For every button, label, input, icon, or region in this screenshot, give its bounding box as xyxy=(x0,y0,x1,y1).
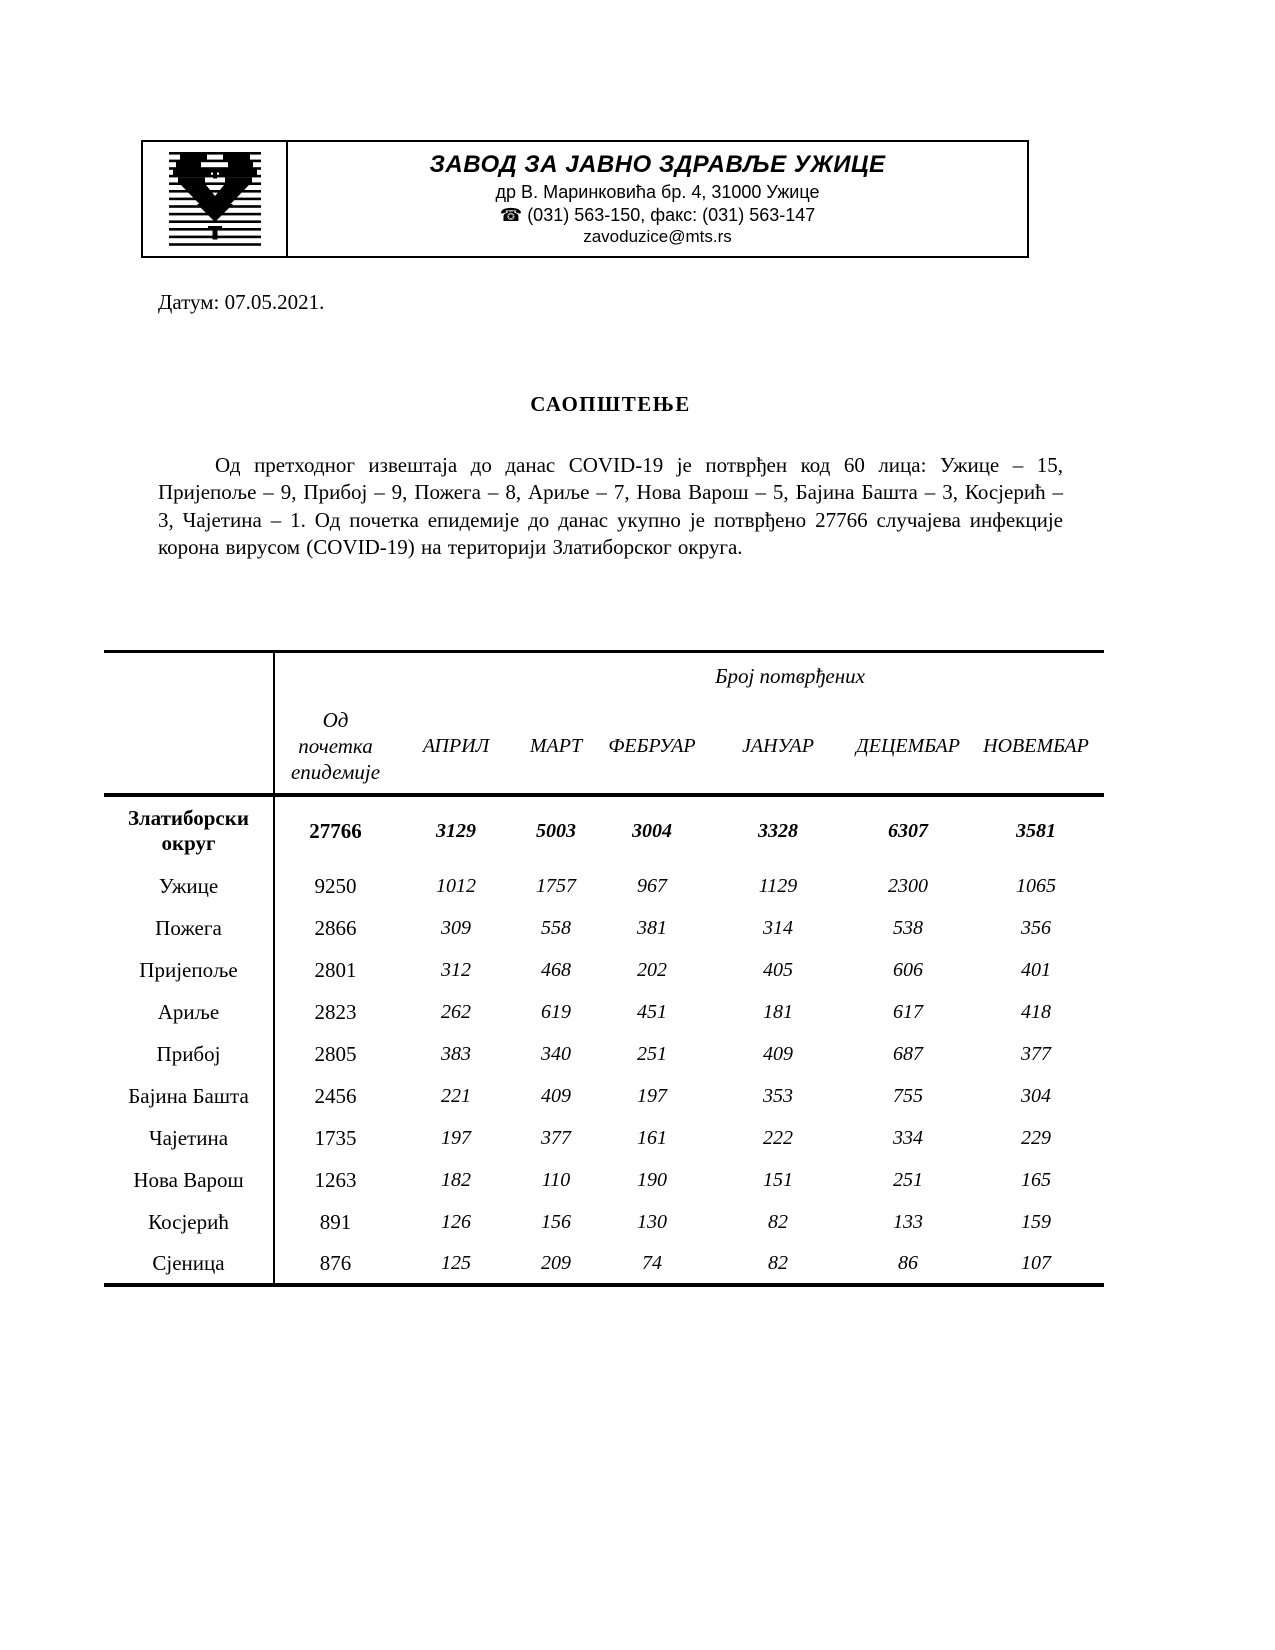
month-header-januar: ЈАНУАР xyxy=(708,699,848,795)
total-since-start-cell: 2866 xyxy=(314,915,357,940)
month-value-cell: 74 xyxy=(596,1243,708,1285)
month-value-cell: 125 xyxy=(396,1243,516,1285)
month-value-cell: 229 xyxy=(1021,1126,1051,1149)
table-group-header-row xyxy=(104,652,1104,700)
month-value-cell: 377 xyxy=(1021,1042,1051,1065)
month-value-cell: 314 xyxy=(763,916,793,939)
covid-table xyxy=(104,650,1104,1287)
month-value-cell: 3004 xyxy=(632,819,672,842)
month-value-cell: 86 xyxy=(848,1243,968,1285)
org-address: др В. Маринковића бр. 4, 31000 Ужице xyxy=(495,182,820,203)
epidemic-start-header: Од почетка епидемије xyxy=(274,699,396,795)
month-header-april: АПРИЛ xyxy=(396,699,516,795)
month-value-cell: 197 xyxy=(441,1126,471,1149)
month-value-cell: 619 xyxy=(541,1000,571,1023)
month-value-cell: 3328 xyxy=(758,819,798,842)
month-value-cell: 340 xyxy=(541,1042,571,1065)
month-value-cell: 377 xyxy=(541,1126,571,1149)
month-value-cell: 5003 xyxy=(536,819,576,842)
region-name-cell: Нова Варош xyxy=(104,1159,274,1201)
month-value-cell: 967 xyxy=(637,874,667,897)
month-value-cell: 82 xyxy=(768,1210,788,1233)
logo-cell xyxy=(143,142,288,256)
total-since-start-cell: 2801 xyxy=(314,957,357,982)
total-since-start-cell: 876 xyxy=(274,1243,396,1285)
org-name: ЗАВОД ЗА ЈАВНО ЗДРАВЉЕ УЖИЦЕ xyxy=(429,151,886,179)
month-value-cell: 159 xyxy=(1021,1210,1051,1233)
total-since-start-cell: 891 xyxy=(319,1209,352,1234)
table-row xyxy=(104,907,1104,949)
month-value-cell: 405 xyxy=(763,958,793,981)
group-header-cell: Број потврђених xyxy=(715,663,865,688)
table-body xyxy=(104,795,1104,1285)
month-value-cell: 262 xyxy=(441,1000,471,1023)
month-value-cell: 617 xyxy=(893,1000,923,1023)
region-name-cell: Бајина Башта xyxy=(104,1075,274,1117)
month-value-cell: 312 xyxy=(441,958,471,981)
letterhead-text xyxy=(288,142,1027,256)
month-value-cell: 161 xyxy=(637,1126,667,1149)
month-value-cell: 383 xyxy=(441,1042,471,1065)
region-name-cell: Пожега xyxy=(104,907,274,949)
month-value-cell: 451 xyxy=(637,1000,667,1023)
month-value-cell: 755 xyxy=(893,1084,923,1107)
month-value-cell: 107 xyxy=(968,1243,1104,1285)
total-since-start-cell: 9250 xyxy=(314,873,357,898)
month-value-cell: 538 xyxy=(893,916,923,939)
month-value-cell: 558 xyxy=(541,916,571,939)
table-row xyxy=(104,1033,1104,1075)
doc-title: САОПШТЕЊЕ xyxy=(530,392,691,416)
month-value-cell: 221 xyxy=(441,1084,471,1107)
month-value-cell: 251 xyxy=(637,1042,667,1065)
month-value-cell: 304 xyxy=(1021,1084,1051,1107)
body-paragraph: Од претходног извештаја до данас COVID-19 је потврђен код 60 лица: Ужице – 15, Пријепоље – 9, Прибој – 9, Пожега – 8, Ариље – 7, Нова Варош – 5, Бајина Башта – 3, Косјерић – 3, Чајетина – 1. Од почетка епидемије до данас укупно је потврђено 27766 случајева инфекције корона вирусом (COVID-19) на територији Златиборског округа. xyxy=(158,453,1063,560)
table-column-header-row xyxy=(104,699,1104,795)
table-row xyxy=(104,1117,1104,1159)
corner-cell xyxy=(104,699,274,795)
corner-cell xyxy=(104,652,274,700)
org-email: zavoduzice@mts.rs xyxy=(583,226,732,246)
month-value-cell: 356 xyxy=(1021,916,1051,939)
month-value-cell: 222 xyxy=(763,1126,793,1149)
table-row xyxy=(104,795,1104,865)
month-value-cell: 133 xyxy=(893,1210,923,1233)
phone-icon: ☎ xyxy=(499,204,523,225)
month-value-cell: 381 xyxy=(637,916,667,939)
month-value-cell: 197 xyxy=(637,1084,667,1107)
month-value-cell: 1012 xyxy=(436,874,476,897)
month-value-cell: 2300 xyxy=(888,874,928,897)
month-value-cell: 82 xyxy=(708,1243,848,1285)
table-row xyxy=(104,1075,1104,1117)
month-value-cell: 687 xyxy=(893,1042,923,1065)
total-since-start-cell: 2456 xyxy=(314,1083,357,1108)
month-value-cell: 126 xyxy=(441,1210,471,1233)
table-row xyxy=(104,949,1104,991)
letterhead-box xyxy=(141,140,1029,258)
month-value-cell: 181 xyxy=(763,1000,793,1023)
total-since-start-cell: 2823 xyxy=(314,999,357,1024)
month-value-cell: 156 xyxy=(541,1210,571,1233)
month-value-cell: 182 xyxy=(441,1168,471,1191)
month-value-cell: 468 xyxy=(541,958,571,981)
month-value-cell: 418 xyxy=(1021,1000,1051,1023)
month-header-decembar: ДЕЦЕМБАР xyxy=(848,699,968,795)
date-line: Датум: 07.05.2021. xyxy=(158,290,325,314)
region-name-cell: Ариље xyxy=(104,991,274,1033)
month-value-cell: 130 xyxy=(637,1210,667,1233)
month-value-cell: 190 xyxy=(637,1168,667,1191)
month-header-mart: МАРТ xyxy=(516,699,596,795)
phone-number: (031) 563-150, факс: (031) 563-147 xyxy=(527,204,816,225)
month-value-cell: 309 xyxy=(441,916,471,939)
table-row xyxy=(104,1159,1104,1201)
total-since-start-cell: 1263 xyxy=(314,1167,357,1192)
month-value-cell: 334 xyxy=(893,1126,923,1149)
region-name-cell: Сјеница xyxy=(104,1243,274,1285)
table-row xyxy=(104,1243,1104,1285)
total-since-start-cell: 27766 xyxy=(309,818,362,843)
month-value-cell: 1757 xyxy=(536,874,576,897)
month-value-cell: 151 xyxy=(763,1168,793,1191)
table-row xyxy=(104,1201,1104,1243)
month-value-cell: 409 xyxy=(763,1042,793,1065)
region-name-cell: Косјерић xyxy=(104,1201,274,1243)
region-name-cell: Чајетина xyxy=(104,1117,274,1159)
month-value-cell: 401 xyxy=(1021,958,1051,981)
month-value-cell: 606 xyxy=(893,958,923,981)
region-name-cell: Пријепоље xyxy=(104,949,274,991)
month-header-novembar: НОВЕМБАР xyxy=(968,699,1104,795)
org-phone-line xyxy=(288,205,1027,226)
month-value-cell: 353 xyxy=(763,1084,793,1107)
table-row xyxy=(104,991,1104,1033)
table-row xyxy=(104,865,1104,907)
month-value-cell: 110 xyxy=(541,1168,571,1191)
institute-logo xyxy=(167,152,263,246)
month-value-cell: 202 xyxy=(637,958,667,981)
month-header-februar: ФЕБРУАР xyxy=(596,699,708,795)
month-value-cell: 3581 xyxy=(1016,819,1056,842)
month-value-cell: 409 xyxy=(541,1084,571,1107)
total-since-start-cell: 1735 xyxy=(314,1125,357,1150)
spacer-cell xyxy=(274,652,396,700)
month-value-cell: 165 xyxy=(1021,1168,1051,1191)
total-since-start-cell: 2805 xyxy=(314,1041,357,1066)
region-name-cell: Прибој xyxy=(104,1033,274,1075)
region-name-cell: Златиборски округ xyxy=(104,795,274,865)
region-name-cell: Ужице xyxy=(104,865,274,907)
month-value-cell: 251 xyxy=(893,1168,923,1191)
month-value-cell: 209 xyxy=(516,1243,596,1285)
month-value-cell: 6307 xyxy=(888,819,928,842)
month-value-cell: 1065 xyxy=(1016,874,1056,897)
month-value-cell: 3129 xyxy=(436,819,476,842)
month-value-cell: 1129 xyxy=(758,874,798,897)
